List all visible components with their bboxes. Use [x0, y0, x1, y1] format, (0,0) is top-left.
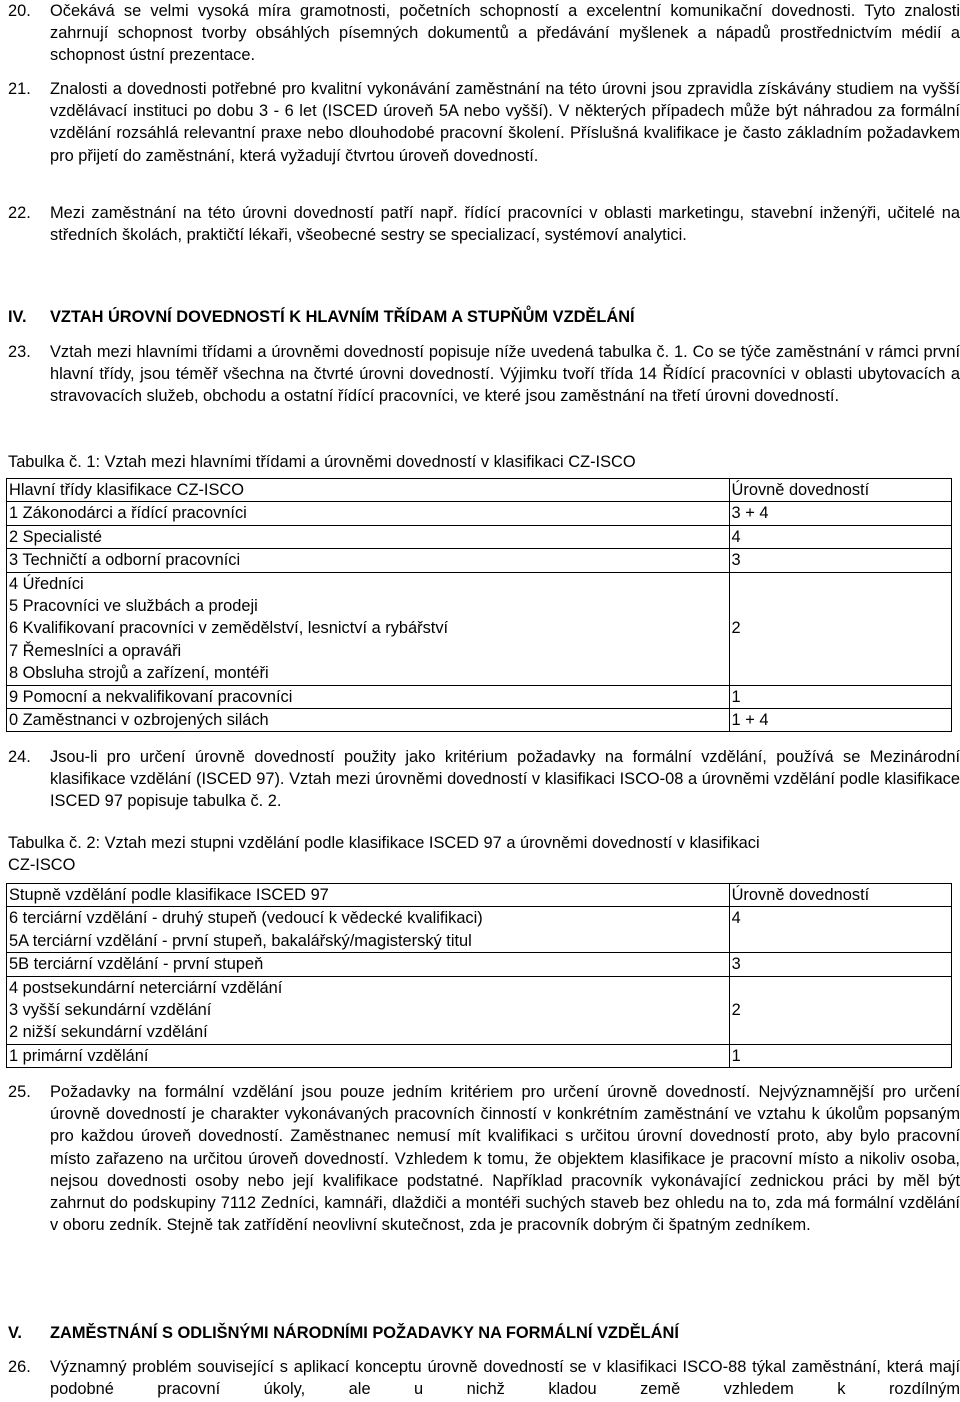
- paragraph-21: [8, 78, 960, 167]
- section-heading-v: [8, 1322, 679, 1344]
- table-row-group: [7, 572, 952, 685]
- paragraph-24: [8, 746, 960, 813]
- table-cell: 4: [729, 907, 951, 953]
- table-cell: [7, 907, 730, 953]
- table-cell: 3 + 4: [729, 502, 951, 525]
- table-cell: 3: [729, 953, 951, 976]
- table-cell: 1 + 4: [729, 709, 951, 732]
- table-2: [6, 883, 952, 1068]
- paragraph-number: 26.: [8, 1358, 31, 1376]
- paragraph-23: [8, 341, 960, 408]
- table-cell: 3: [729, 549, 951, 572]
- paragraph-number: 21.: [8, 80, 31, 98]
- paragraph-number: 25.: [8, 1083, 31, 1101]
- cell-line: 7 Řemeslníci a opraváři: [9, 641, 182, 660]
- table-cell: 1: [729, 685, 951, 708]
- caption-line: CZ-ISCO: [8, 856, 76, 874]
- table-cell: [7, 976, 730, 1044]
- paragraph-26: [8, 1356, 960, 1400]
- section-heading-iv: [8, 306, 635, 328]
- table-row-group: [7, 976, 952, 1044]
- paragraph-text: Požadavky na formální vzdělání jsou pouze jedním kritériem pro určení úrovně dovedností. Nejvýznamnější pro určení úrovně dovedností je charakter vykonávaných pracovních činností v konkrétním zaměstnání ve vztahu k úkolům popsaným pro každou úroveň dovedností. Zaměstnanec nemusí mít kvalifikaci s určitou úrovní dovedností proto, aby bylo pracovní místo zařazeno na určitou úroveň dovedností. Vzhledem k tomu, že objektem klasifikace je pracovní místo a nikoliv osoba, nejsou dovednosti osoby nebo její kvalifikace podstatné. Například pracovník vykonávající zednickou práci by měl být zahrnut do podskupiny 7112 Zedníci, kamnáři, dlaždiči a montéři suchých staveb bez ohledu na to, zda má formální vzdělání v oboru zedník. Stejně tak zatřídění neovlivní skutečnost, zda je pracovník dobrým či špatným zedníkem.: [50, 1083, 960, 1235]
- cell-line: 3 vyšší sekundární vzdělání: [9, 1001, 212, 1020]
- cell-line: 2 nižší sekundární vzdělání: [9, 1023, 208, 1042]
- table-row: [7, 685, 952, 708]
- cell-line: 4 postsekundární neterciární vzdělání: [9, 978, 283, 997]
- paragraph-20: [8, 0, 960, 67]
- table-row: [7, 502, 952, 525]
- heading-number: IV.: [8, 308, 27, 326]
- paragraph-text: Vztah mezi hlavními třídami a úrovněmi dovedností popisuje níže uvedená tabulka č. 1. Co se týče zaměstnání v rámci první hlavní třídy, jsou téměř všechna na čtvrté úrovni dovedností. Výjimku tvoří třída 14 Řídící pracovníci v oblasti ubytovacích a stravovacích služeb, obchodu a ostatní řídící pracovníci, ve které jsou zaměstnání na třetí úrovni dovedností.: [50, 343, 960, 406]
- table-cell: 2 Specialisté: [7, 525, 730, 548]
- header-cell: Hlavní třídy klasifikace CZ-ISCO: [7, 479, 730, 502]
- table-row-group: [7, 907, 952, 953]
- table-row: [7, 953, 952, 976]
- heading-number: V.: [8, 1324, 22, 1342]
- paragraph-text: Znalosti a dovednosti potřebné pro kvalitní vykonávání zaměstnání na této úrovni jsou zpravidla získávány studiem na vyšší vzdělávací instituci po dobu 3 - 6 let (ISCED úroveň 5A nebo vyšší). V některých případech může být náhradou za formální vzdělání rozsáhlá relevantní praxe nebo dlouhodobé pracovní školení. Příslušná kvalifikace je často základním požadavkem pro přijetí do zaměstnání, která vyžadují čtvrtou úroveň dovedností.: [50, 80, 960, 165]
- paragraph-text: Mezi zaměstnání na této úrovni dovedností patří např. řídící pracovníci v oblasti marketingu, stavební inženýři, učitelé na středních školách, praktičtí lékaři, všeobecné sestry se specializací, systémoví analytici.: [50, 204, 960, 245]
- paragraph-25: [8, 1081, 960, 1236]
- table-cell: 1: [729, 1044, 951, 1067]
- paragraph-number: 20.: [8, 2, 31, 20]
- paragraph-number: 24.: [8, 748, 31, 766]
- paragraph-text: Významný problém související s aplikací konceptu úrovně dovedností se v klasifikaci ISCO-88 týkal zaměstnání, která mají podobné pracovní úkoly, ale u nichž kladou země vzhledem k rozdílným: [50, 1358, 960, 1399]
- table-row: [7, 525, 952, 548]
- table-cell: 2: [729, 976, 951, 1044]
- header-cell: Úrovně dovedností: [729, 884, 951, 907]
- paragraph-text: Očekává se velmi vysoká míra gramotnosti, početních schopností a excelentní komunikační dovednosti. Tyto znalosti zahrnují schopnost tvorby obsáhlých písemných dokumentů a předávání myšlenek a nápadů prostřednictvím médií a schopnost ústní prezentace.: [50, 2, 960, 65]
- table-header-row: [7, 884, 952, 907]
- paragraph-22: [8, 202, 960, 246]
- table-cell: 1 primární vzdělání: [7, 1044, 730, 1067]
- table-1-caption: Tabulka č. 1: Vztah mezi hlavními třídami a úrovněmi dovedností v klasifikaci CZ-ISCO: [8, 453, 636, 471]
- table-2-caption: [8, 832, 948, 876]
- table-cell: 2: [729, 572, 951, 685]
- header-cell: Úrovně dovedností: [729, 479, 951, 502]
- paragraph-number: 23.: [8, 343, 31, 361]
- table-cell: 0 Zaměstnanci v ozbrojených silách: [7, 709, 730, 732]
- cell-line: 4 Úředníci: [9, 574, 84, 593]
- cell-line: 5 Pracovníci ve službách a prodeji: [9, 597, 258, 616]
- cell-line: 5A terciární vzdělání - první stupeň, bakalářský/magisterský titul: [9, 931, 472, 950]
- table-cell: [7, 572, 730, 685]
- cell-line: 8 Obsluha strojů a zařízení, montéři: [9, 664, 269, 683]
- table-row: [7, 549, 952, 572]
- table-row: [7, 1044, 952, 1067]
- table-header-row: [7, 479, 952, 502]
- paragraph-number: 22.: [8, 204, 31, 222]
- table-cell: 3 Techničtí a odborní pracovníci: [7, 549, 730, 572]
- table-cell: 1 Zákonodárci a řídící pracovníci: [7, 502, 730, 525]
- table-cell: 9 Pomocní a nekvalifikovaní pracovníci: [7, 685, 730, 708]
- cell-line: 6 Kvalifikovaní pracovníci v zemědělství, lesnictví a rybářství: [9, 619, 449, 638]
- heading-text: ZAMĚSTNÁNÍ S ODLIŠNÝMI NÁRODNÍMI POŽADAVKY NA FORMÁLNÍ VZDĚLÁNÍ: [50, 1324, 679, 1342]
- table-cell: 5B terciární vzdělání - první stupeň: [7, 953, 730, 976]
- cell-line: 6 terciární vzdělání - druhý stupeň (vedoucí k vědecké kvalifikaci): [9, 909, 483, 928]
- table-1: [6, 478, 952, 732]
- table-row: [7, 709, 952, 732]
- header-cell: Stupně vzdělání podle klasifikace ISCED 97: [7, 884, 730, 907]
- caption-line: Tabulka č. 2: Vztah mezi stupni vzdělání podle klasifikace ISCED 97 a úrovněmi dovedností v klasifikaci: [8, 834, 760, 852]
- table-cell: 4: [729, 525, 951, 548]
- paragraph-text: Jsou-li pro určení úrovně dovedností použity jako kritérium požadavky na formální vzdělání, používá se Mezinárodní klasifikace vzdělání (ISCED 97). Vztah mezi úrovněmi dovedností v klasifikaci ISCO-08 a úrovněmi vzdělání podle klasifikace ISCED 97 popisuje tabulka č. 2.: [50, 748, 960, 811]
- heading-text: VZTAH ÚROVNÍ DOVEDNOSTÍ K HLAVNÍM TŘÍDAM A STUPŇŮM VZDĚLÁNÍ: [50, 308, 635, 326]
